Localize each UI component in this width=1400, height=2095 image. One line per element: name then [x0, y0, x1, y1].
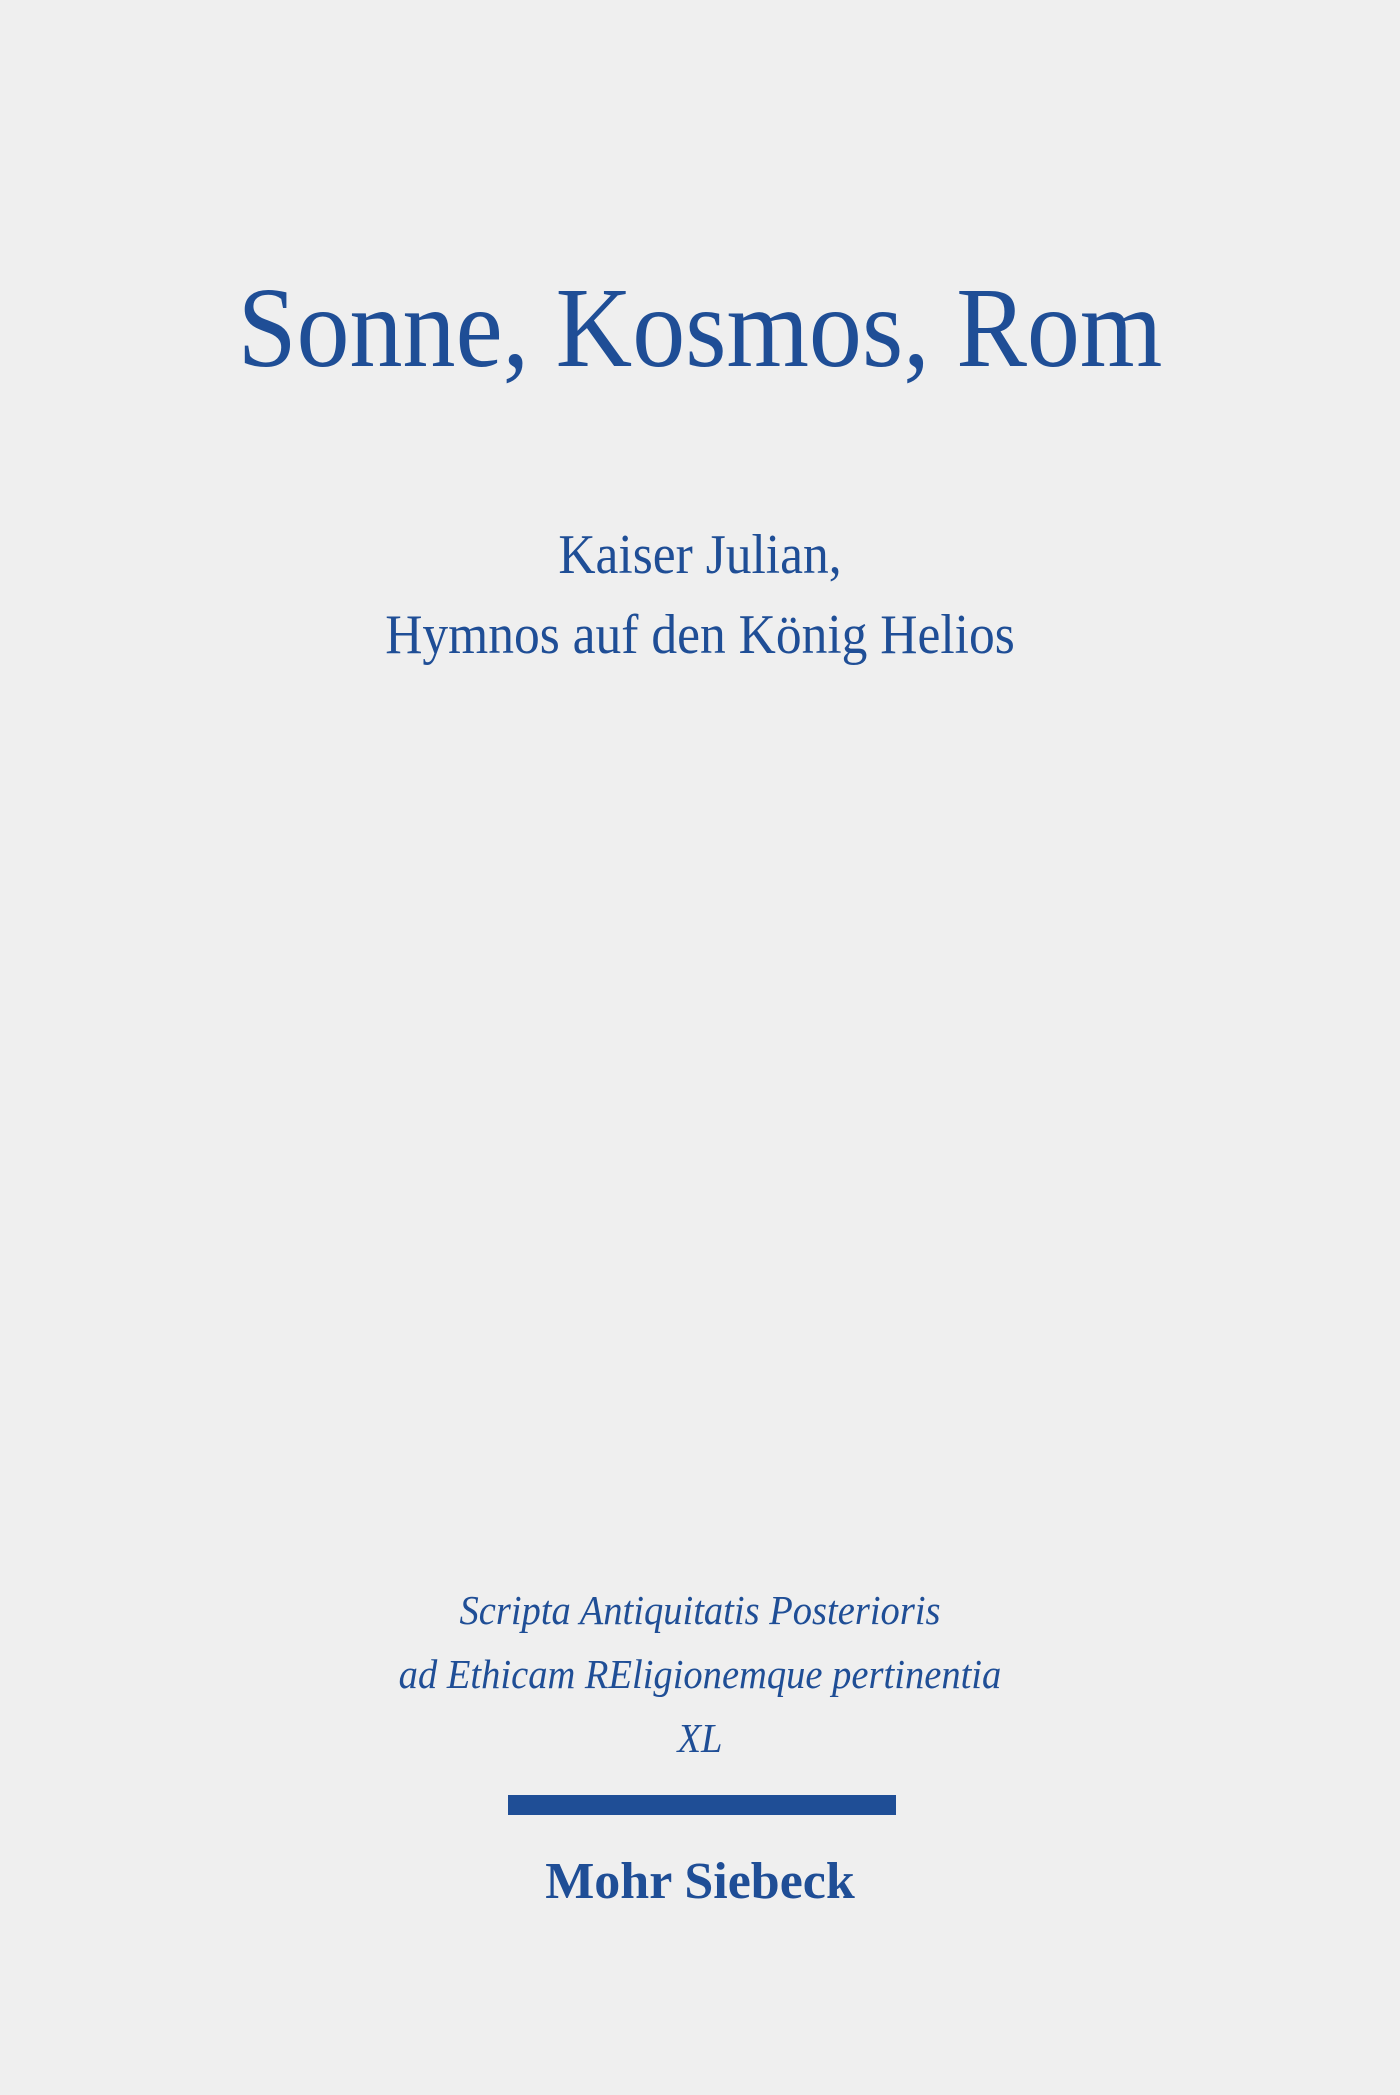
- subtitle-line: Hymnos auf den König Helios: [385, 604, 1015, 666]
- publisher-divider: [508, 1795, 896, 1815]
- series-volume: XL: [677, 1715, 723, 1761]
- book-title: Sonne, Kosmos, Rom: [237, 264, 1163, 391]
- subtitle-line: Kaiser Julian,: [558, 524, 842, 586]
- series-line: Scripta Antiquitatis Posterioris: [459, 1587, 941, 1633]
- publisher-name: Mohr Siebeck: [545, 1853, 855, 1910]
- series-title: [42, 1578, 1358, 1770]
- book-subtitle: [56, 515, 1344, 675]
- series-line: ad Ethicam REligionemque pertinentia: [398, 1651, 1002, 1697]
